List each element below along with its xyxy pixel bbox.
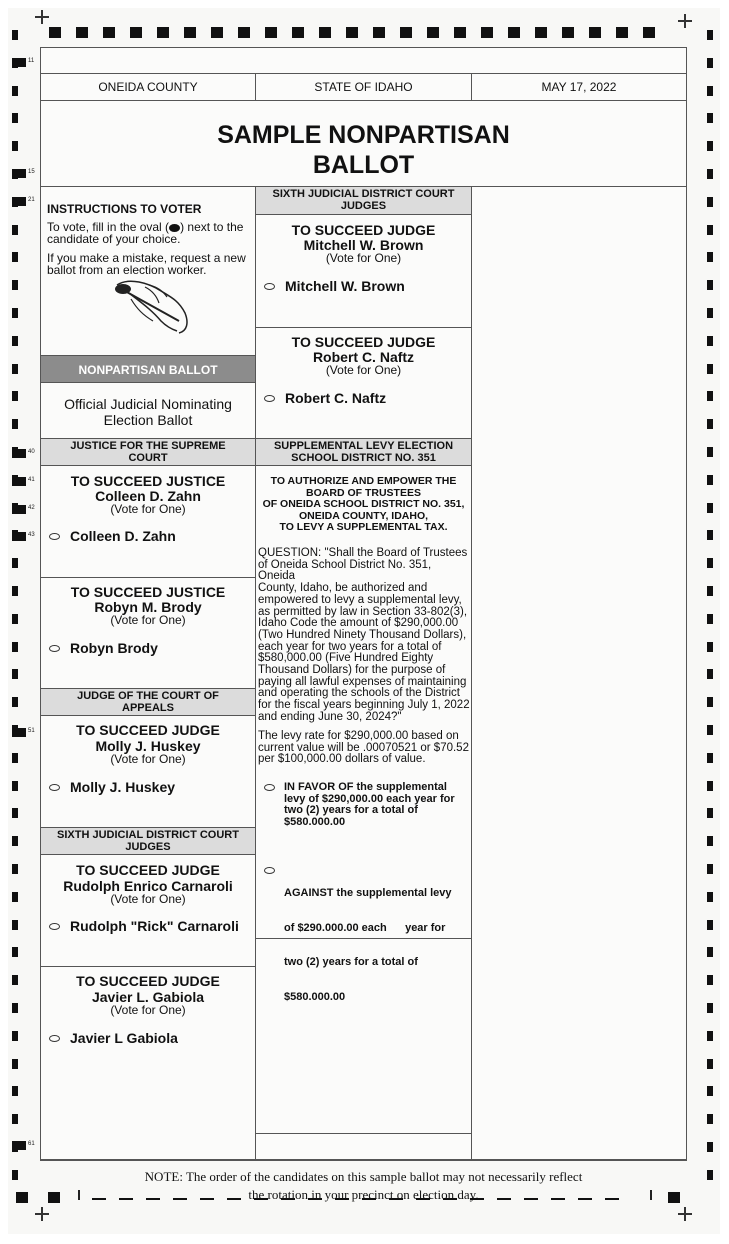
candidate-name: Robyn Brody bbox=[70, 640, 158, 656]
timing-mark bbox=[707, 864, 713, 874]
candidate-name: Javier L Gabiola bbox=[70, 1030, 178, 1046]
section-heading-line: APPEALS bbox=[122, 702, 174, 714]
levy-title bbox=[256, 476, 471, 534]
timing-mark bbox=[707, 1142, 713, 1152]
timing-mark bbox=[707, 530, 713, 540]
timing-mark bbox=[707, 391, 713, 401]
question-line: QUESTION: "Shall the Board of Trustees bbox=[258, 547, 468, 559]
timing-mark bbox=[12, 449, 26, 458]
timing-mark bbox=[12, 836, 18, 846]
line-number: 42 bbox=[28, 505, 35, 511]
ballot-title bbox=[40, 120, 687, 180]
timing-mark bbox=[707, 558, 713, 568]
option-line: $580.000.00 bbox=[284, 990, 346, 1003]
timing-mark bbox=[707, 447, 713, 457]
timing-mark bbox=[319, 27, 331, 38]
timing-mark bbox=[373, 27, 385, 38]
timing-mark bbox=[535, 27, 547, 38]
rate-line: The levy rate for $290,000.00 based on bbox=[258, 730, 459, 742]
timing-mark bbox=[12, 1031, 18, 1041]
candidate-name: Mitchell W. Brown bbox=[285, 278, 405, 294]
option-line: IN FAVOR OF the supplemental bbox=[284, 781, 447, 793]
timing-mark bbox=[707, 1170, 713, 1180]
option-text bbox=[284, 865, 474, 1026]
timing-mark bbox=[12, 975, 18, 985]
timing-mark bbox=[643, 27, 655, 38]
race-title: TO SUCCEED JUDGE bbox=[291, 222, 436, 238]
timing-mark bbox=[12, 781, 18, 791]
ballot-title-line1: SAMPLE NONPARTISAN bbox=[217, 121, 510, 149]
question-line: Thousand Dollars) for the purpose of bbox=[258, 664, 446, 677]
timing-mark bbox=[12, 947, 18, 957]
ballot-oval[interactable] bbox=[264, 867, 275, 874]
race-name: Colleen D. Zahn bbox=[95, 488, 201, 504]
vote-for-one: (Vote for One) bbox=[110, 1003, 186, 1017]
candidate-option[interactable] bbox=[49, 528, 176, 544]
timing-mark bbox=[707, 419, 713, 429]
ballot-oval[interactable] bbox=[49, 1035, 60, 1042]
question-line: and ending June 30, 2024?" bbox=[258, 710, 402, 723]
timing-mark bbox=[707, 252, 713, 262]
section-heading-line: SIXTH JUDICIAL DISTRICT COURT bbox=[57, 829, 239, 841]
instructions-text: To vote, fill in the oval ( bbox=[47, 220, 170, 234]
race-name: Molly J. Huskey bbox=[95, 738, 201, 754]
timing-mark bbox=[508, 27, 520, 38]
column-1 bbox=[40, 186, 256, 1161]
footer-note-line2: the rotation in your precinct on election day. bbox=[248, 1187, 479, 1202]
timing-mark bbox=[707, 113, 713, 123]
timing-mark bbox=[12, 642, 18, 652]
line-number: 41 bbox=[28, 477, 35, 483]
candidate-option[interactable] bbox=[49, 779, 175, 795]
timing-mark bbox=[184, 27, 196, 38]
section-heading-court-of-appeals bbox=[41, 688, 255, 716]
option-line: AGAINST the supplemental levy bbox=[284, 887, 452, 899]
rate-line: per $100,000.00 dollars of value. bbox=[258, 753, 426, 766]
timing-mark bbox=[12, 808, 18, 818]
question-line: of Oneida School District No. 351, Oneida bbox=[258, 558, 432, 583]
timing-mark bbox=[707, 892, 713, 902]
question-line: paying all lawful expenses of maintaining bbox=[258, 675, 467, 688]
timing-mark bbox=[12, 1003, 18, 1013]
registration-mark-icon bbox=[35, 1207, 49, 1221]
timing-mark bbox=[707, 197, 713, 207]
timing-mark bbox=[707, 308, 713, 318]
ballot-type-line: Official Judicial Nominating bbox=[64, 396, 232, 412]
header-state: STATE OF IDAHO bbox=[255, 73, 472, 101]
timing-mark bbox=[707, 280, 713, 290]
timing-mark bbox=[12, 169, 26, 178]
timing-mark bbox=[130, 27, 142, 38]
section-heading-levy-election bbox=[256, 438, 471, 466]
timing-mark bbox=[707, 1003, 713, 1013]
timing-mark bbox=[12, 364, 18, 374]
instructions-text: ) next to the bbox=[180, 220, 244, 234]
timing-mark bbox=[427, 27, 439, 38]
candidate-name: Molly J. Huskey bbox=[70, 779, 176, 795]
candidate-option[interactable] bbox=[264, 390, 386, 406]
candidate-name: Robert C. Naftz bbox=[285, 390, 387, 406]
timing-mark bbox=[49, 27, 61, 38]
race-title: TO SUCCEED JUDGE bbox=[291, 334, 436, 350]
timing-mark bbox=[238, 27, 250, 38]
timing-mark bbox=[707, 475, 713, 485]
timing-mark bbox=[707, 753, 713, 763]
corner-bracket bbox=[78, 1190, 80, 1200]
divider bbox=[41, 966, 255, 967]
line-number: 11 bbox=[28, 58, 35, 64]
timing-mark bbox=[12, 86, 18, 96]
race-name: Robyn M. Brody bbox=[94, 599, 202, 615]
timing-mark bbox=[12, 864, 18, 874]
timing-mark bbox=[707, 225, 713, 235]
instructions-text: candidate of your choice. bbox=[47, 232, 181, 246]
race-name: Rudolph Enrico Carnaroli bbox=[63, 878, 233, 894]
line-number: 61 bbox=[28, 1141, 35, 1147]
timing-mark bbox=[707, 1059, 713, 1069]
ballot-oval[interactable] bbox=[264, 283, 275, 290]
timing-mark bbox=[12, 252, 18, 262]
timing-mark bbox=[707, 975, 713, 985]
timing-mark bbox=[12, 280, 18, 290]
timing-mark bbox=[12, 728, 26, 737]
timing-mark bbox=[12, 697, 18, 707]
timing-mark bbox=[12, 669, 18, 679]
vote-for-one: (Vote for One) bbox=[325, 251, 402, 265]
timing-mark bbox=[12, 614, 18, 624]
option-line: two (2) years for a total of bbox=[284, 804, 418, 816]
divider bbox=[256, 327, 471, 328]
timing-mark bbox=[16, 1192, 28, 1203]
question-line: empowered to levy a supplemental levy, bbox=[258, 593, 462, 606]
vote-for-one: (Vote for One) bbox=[325, 363, 402, 377]
timing-mark bbox=[12, 586, 18, 596]
vote-for-one: (Vote for One) bbox=[110, 613, 186, 627]
race-name: Robert C. Naftz bbox=[312, 349, 415, 365]
levy-title-line: BOARD OF TRUSTEES bbox=[306, 486, 421, 499]
divider bbox=[256, 1133, 471, 1134]
hand-filling-oval-icon bbox=[109, 279, 193, 337]
instructions-text: If you make a mistake, request a new bbox=[47, 251, 246, 265]
timing-mark bbox=[707, 1086, 713, 1096]
timing-mark bbox=[265, 27, 277, 38]
levy-question bbox=[258, 548, 471, 724]
timing-mark bbox=[12, 1086, 18, 1096]
levy-rate bbox=[258, 731, 469, 766]
ballot-oval[interactable] bbox=[49, 533, 60, 540]
ballot-type-description bbox=[41, 396, 255, 428]
timing-mark bbox=[346, 27, 358, 38]
section-heading-line: COURT bbox=[128, 452, 168, 464]
race-title: TO SUCCEED JUSTICE bbox=[70, 473, 226, 489]
column-2 bbox=[255, 186, 472, 1161]
question-line: Idaho Code the amount of $290,000.00 bbox=[258, 617, 459, 630]
timing-mark bbox=[589, 27, 601, 38]
timing-mark bbox=[12, 30, 18, 40]
timing-mark bbox=[12, 1141, 26, 1150]
timing-mark bbox=[12, 113, 18, 123]
registration-mark-icon bbox=[678, 14, 692, 28]
header-date: MAY 17, 2022 bbox=[471, 73, 687, 101]
timing-mark bbox=[707, 30, 713, 40]
timing-mark bbox=[12, 920, 18, 930]
section-heading-supreme-court bbox=[41, 438, 255, 466]
timing-mark bbox=[707, 920, 713, 930]
section-heading-line: JUDGES bbox=[340, 200, 387, 212]
section-heading-line: JUDGES bbox=[125, 841, 171, 853]
question-line: each year for two years for a total of bbox=[258, 640, 442, 653]
timing-mark bbox=[707, 836, 713, 846]
timing-mark bbox=[454, 27, 466, 38]
race-title: TO SUCCEED JUDGE bbox=[76, 973, 220, 989]
timing-mark bbox=[707, 697, 713, 707]
ballot-type-line: Election Ballot bbox=[103, 412, 193, 428]
timing-mark bbox=[211, 27, 223, 38]
question-line: (Two Hundred Ninety Thousand Dollars), bbox=[258, 628, 467, 641]
candidate-name: Rudolph "Rick" Carnaroli bbox=[70, 918, 239, 934]
divider bbox=[256, 938, 471, 939]
timing-mark bbox=[12, 58, 26, 67]
timing-mark bbox=[707, 58, 713, 68]
question-line: County, Idaho, be authorized and bbox=[258, 582, 428, 595]
race-title: TO SUCCEED JUDGE bbox=[76, 722, 220, 738]
corner-bracket bbox=[650, 1190, 652, 1200]
timing-mark bbox=[292, 27, 304, 38]
race-title: TO SUCCEED JUSTICE bbox=[70, 584, 226, 600]
timing-mark bbox=[707, 1031, 713, 1041]
timing-mark bbox=[12, 391, 18, 401]
rate-line: current value will be .00070521 or $70.52 bbox=[258, 741, 469, 754]
option-line: $580.000.00 bbox=[284, 815, 346, 828]
race-title: TO SUCCEED JUDGE bbox=[76, 862, 220, 878]
timing-mark bbox=[616, 27, 628, 38]
candidate-name: Colleen D. Zahn bbox=[70, 528, 176, 544]
question-line: $580,000.00 (Five Hundred Eighty bbox=[258, 652, 434, 665]
timing-mark bbox=[707, 642, 713, 652]
timing-mark bbox=[157, 27, 169, 38]
ballot-oval[interactable] bbox=[264, 395, 275, 402]
timing-mark bbox=[12, 753, 18, 763]
timing-mark bbox=[481, 27, 493, 38]
candidate-option[interactable] bbox=[49, 918, 239, 934]
column-3 bbox=[471, 186, 687, 1161]
timing-mark bbox=[400, 27, 412, 38]
timing-mark bbox=[707, 614, 713, 624]
timing-mark bbox=[12, 225, 18, 235]
candidate-option[interactable] bbox=[49, 1030, 178, 1046]
vote-for-one: (Vote for One) bbox=[110, 892, 186, 906]
timing-mark bbox=[562, 27, 574, 38]
race-name: Javier L. Gabiola bbox=[91, 989, 205, 1005]
timing-mark bbox=[707, 1114, 713, 1124]
divider bbox=[41, 577, 255, 578]
header-county: ONEIDA COUNTY bbox=[40, 73, 256, 101]
timing-mark bbox=[707, 336, 713, 346]
section-heading-district-court bbox=[256, 187, 471, 215]
levy-title-line: OF ONEIDA SCHOOL DISTRICT NO. 351, bbox=[262, 498, 465, 510]
question-line: as permitted by law in Section 33-802(3), bbox=[258, 605, 468, 618]
timing-mark bbox=[707, 86, 713, 96]
nonpartisan-banner: NONPARTISAN BALLOT bbox=[41, 355, 255, 383]
registration-mark-icon bbox=[35, 10, 49, 24]
timing-mark bbox=[12, 336, 18, 346]
timing-mark bbox=[707, 364, 713, 374]
option-line: of $290.000.00 each year for bbox=[284, 921, 446, 934]
footer-note-line1: NOTE: The order of the candidates on this sample ballot may not necessarily reflect bbox=[144, 1169, 583, 1184]
question-line: and operating the schools of the District bbox=[258, 687, 461, 700]
option-text bbox=[284, 782, 474, 828]
timing-mark bbox=[12, 308, 18, 318]
timing-mark bbox=[76, 27, 88, 38]
section-heading-line: JUDGE OF THE COURT OF bbox=[77, 690, 219, 702]
question-line: for the fiscal years beginning July 1, 2022 bbox=[258, 699, 470, 712]
timing-mark bbox=[707, 808, 713, 818]
timing-mark bbox=[707, 669, 713, 679]
timing-mark bbox=[12, 477, 26, 486]
timing-mark bbox=[707, 503, 713, 513]
vote-for-one: (Vote for One) bbox=[110, 752, 186, 766]
timing-mark bbox=[12, 892, 18, 902]
candidate-option[interactable] bbox=[264, 278, 405, 294]
section-heading-line: JUSTICE FOR THE SUPREME bbox=[70, 440, 226, 452]
timing-mark bbox=[12, 1170, 18, 1180]
registration-mark-icon bbox=[678, 1207, 692, 1221]
timing-mark bbox=[103, 27, 115, 38]
line-number: 21 bbox=[28, 197, 35, 203]
section-heading-line: SCHOOL DISTRICT NO. 351 bbox=[291, 452, 436, 464]
timing-mark bbox=[707, 141, 713, 151]
levy-title-line: ONEIDA COUNTY, IDAHO, bbox=[298, 509, 429, 522]
timing-mark bbox=[12, 141, 18, 151]
section-heading-district-court bbox=[41, 827, 255, 855]
race-name: Mitchell W. Brown bbox=[303, 237, 424, 253]
section-heading-line: SIXTH JUDICIAL DISTRICT COURT bbox=[272, 188, 455, 200]
levy-title-line: TO LEVY A SUPPLEMENTAL TAX. bbox=[279, 521, 448, 533]
ballot-oval[interactable] bbox=[49, 645, 60, 652]
vote-for-one: (Vote for One) bbox=[110, 502, 186, 516]
option-line: levy of $290,000.00 each year for bbox=[284, 792, 455, 805]
timing-mark bbox=[12, 419, 18, 429]
instructions-heading: INSTRUCTIONS TO VOTER bbox=[47, 202, 202, 216]
ballot-oval[interactable] bbox=[49, 784, 60, 791]
timing-mark bbox=[12, 532, 26, 541]
line-number: 40 bbox=[28, 449, 35, 455]
ballot-oval[interactable] bbox=[264, 784, 275, 791]
line-number: 43 bbox=[28, 532, 35, 538]
timing-mark bbox=[12, 1059, 18, 1069]
filled-oval-icon bbox=[169, 224, 180, 232]
section-heading-line: SUPPLEMENTAL LEVY ELECTION bbox=[273, 440, 454, 452]
timing-mark bbox=[12, 505, 26, 514]
levy-title-line: TO AUTHORIZE AND EMPOWER THE bbox=[270, 475, 457, 487]
timing-mark bbox=[12, 558, 18, 568]
timing-mark bbox=[707, 947, 713, 957]
line-number: 51 bbox=[28, 728, 35, 734]
instructions-text: ballot from an election worker. bbox=[47, 263, 207, 277]
timing-mark bbox=[12, 1114, 18, 1124]
line-number: 15 bbox=[28, 169, 35, 175]
timing-mark bbox=[12, 197, 26, 206]
candidate-option[interactable] bbox=[49, 640, 158, 656]
ballot-title-line2: BALLOT bbox=[312, 151, 415, 179]
timing-mark bbox=[707, 169, 713, 179]
ballot-oval[interactable] bbox=[49, 923, 60, 930]
timing-mark bbox=[707, 725, 713, 735]
option-line: two (2) years for a total of bbox=[284, 956, 418, 968]
timing-mark bbox=[707, 586, 713, 596]
timing-mark bbox=[707, 781, 713, 791]
